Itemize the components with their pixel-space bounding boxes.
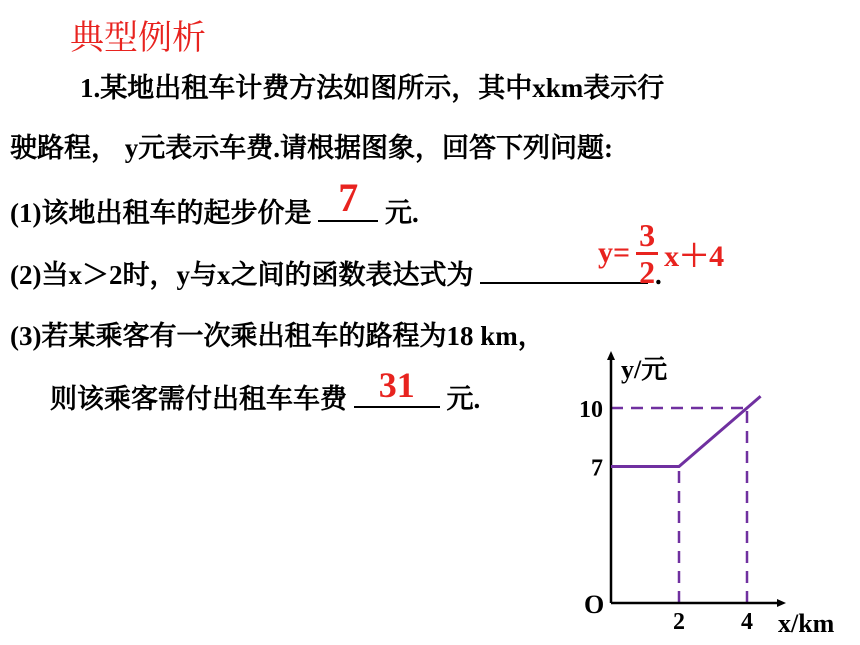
guide-lines xyxy=(611,408,747,603)
x-tick-label: 4 xyxy=(741,609,753,635)
part-3-answer: 31 xyxy=(378,365,415,405)
origin-label: O xyxy=(584,590,605,619)
part-1-unit: 元. xyxy=(384,198,419,228)
y-tick-label: 10 xyxy=(579,397,603,423)
part-3-unit: 元. xyxy=(446,384,481,414)
part-2-answer-lhs: y= xyxy=(598,236,631,269)
x-tick-label: 2 xyxy=(673,609,685,635)
part-2-period: . xyxy=(654,260,662,290)
question-1-part-3-line-1: (3)若某乘客有一次乘出租车的路程为18 km， xyxy=(10,321,545,351)
y-axis-label: y/元 xyxy=(621,355,668,384)
part-1-answer: 7 xyxy=(338,175,359,220)
slide-title: 典型例析 xyxy=(70,20,206,57)
part-3-prompt: 则该乘客需付出租车车费 xyxy=(50,384,347,414)
x-axis-label: x/km xyxy=(778,609,835,638)
fraction-denominator: 2 xyxy=(639,253,656,290)
part-2-answer-rhs: x＋4 xyxy=(664,240,725,273)
question-1-line-1: 1.某地出租车计费方法如图所示，其中xkm表示行 xyxy=(80,73,665,103)
fraction-numerator: 3 xyxy=(639,216,656,253)
part-1-prompt: (1)该地出租车的起步价是 xyxy=(10,198,312,228)
question-1-line-2: 驶路程， y元表示车费.请根据图象，回答下列问题: xyxy=(10,133,613,163)
part-2-prompt: (2)当x＞2时，y与x之间的函数表达式为 xyxy=(10,260,474,290)
y-tick-label: 7 xyxy=(591,455,603,482)
